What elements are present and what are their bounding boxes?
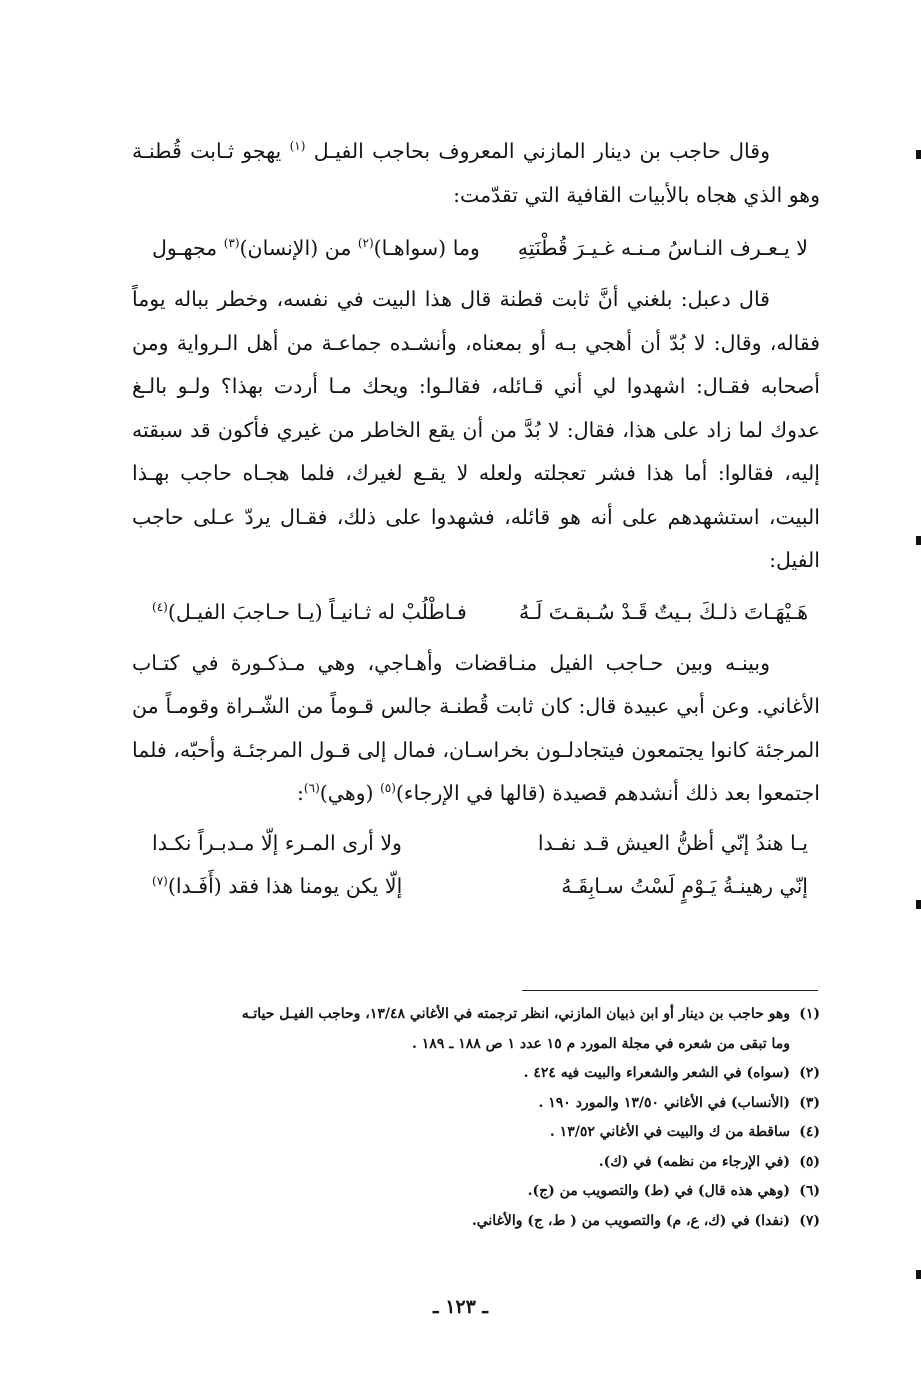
verse-1-hemistich-1: لا يـعـرف النـاسُ مـنـه غـيـرَ قُطْنَتِهِ <box>517 236 808 260</box>
verse-3-line-1-hemistich-1: يـا هندُ إنّي أظنُّ العيش قـد نفـدا <box>537 830 808 855</box>
intro-text-1: وقال حاجب بن دينار المازني المعروف بحاجب الفيـل <box>313 139 770 163</box>
verse-3-line-2-hemistich-1: إنّي رهينـةُ يَـوْمٍ لَسْتُ سـابِقَـهُ <box>561 873 808 898</box>
footnote-3: (٣)(الأنساب) في الأغاني ١٣/٥٠ والمورد ١٩٠ . <box>538 1094 820 1111</box>
page-number: ـ ١٢٣ ـ <box>433 1296 488 1318</box>
verse-3-line-2 <box>132 865 820 908</box>
footnote-ref-6[interactable]: (٦) <box>303 781 320 796</box>
footnote-ref-2[interactable]: (٢) <box>357 236 374 251</box>
verse-3-line-2-hemistich-2: إلّا يكن يومنا هذا فقد (أَفَـدا)$^{(٧)}$ <box>152 873 403 898</box>
footnote-ref-7[interactable]: (٧) <box>152 873 168 888</box>
murjia-text-1: وبينـه وبين حـاجب الفيل منـاقضات وأهـاجي، وهي مـذكـورة في كتـاب الأغاني. وعن أبي عبيدة قال: كان ثابت قُطنـة جالس قـوماً من الشّـراة وقومـاً من المرجئة كانوا يجتمعون فيتجادلـون بخراسـان، فمال إلى قـول المرجئـة وأحبّه، فلما اجتمعوا بعد ذلك أنشدهم قصيدة (قالها في الإرجاء) <box>132 650 820 805</box>
verse-2-hemistich-2: فـاطْلُبْ له ثـانيـاً (يـا حـاجبَ الفيـل)$^{(٤)}$ <box>152 599 467 624</box>
intro-paragraph <box>132 130 820 217</box>
footnote-ref-3[interactable]: (٣) <box>223 236 240 251</box>
verse-3 <box>132 822 820 908</box>
murjia-text-2: (وهي) <box>319 781 374 805</box>
edge-mark <box>916 536 921 545</box>
edge-mark <box>916 150 921 159</box>
verse-3-line-1 <box>132 822 820 865</box>
edge-mark <box>916 900 921 909</box>
verse-1-hemistich-2: وما (سواهـا)$^{(٢)}$ من (الإنسان)$^{(٣)}$ مجهـول <box>152 236 480 260</box>
footnote-divider <box>522 990 818 991</box>
murjia-colon: : <box>297 781 304 805</box>
footnote-ref-5[interactable]: (٥) <box>380 781 396 796</box>
footnotes <box>120 1000 820 1236</box>
footnote-1-continued: وما تبقى من شعره في مجلة المورد م ١٥ عدد ١ ص ١٨٨ ـ ١٨٩ . <box>412 1035 790 1052</box>
footnote-6: (٦)(وهي هذه قال) في (ط) والتصويب من (ج). <box>527 1183 820 1199</box>
footnote-1: (١)وهو حاجب بن دينار أو ابن ذبيان المازني، انظر ترجمته في الأغاني ١٣/٤٨، وحاجب الفيـل حياتـه <box>241 1006 820 1022</box>
verse-1 <box>132 227 820 270</box>
footnote-5: (٥)(في الإرجاء من نظمه) في (ك). <box>598 1153 820 1170</box>
edge-mark <box>916 1270 921 1279</box>
verse-3-line-1-hemistich-2: ولا أرى المـرء إلّا مـدبـراً نكـدا <box>152 830 402 855</box>
footnote-ref-4[interactable]: (٤) <box>152 599 168 614</box>
footnote-4: (٤)ساقطة من ك والبيت في الأغاني ١٣/٥٢ . <box>549 1124 820 1140</box>
verse-2 <box>132 591 820 634</box>
intro-text-2: يهجو ثـابت قُطنـة وهو الذي هجاه بالأبيات القافية التي تقدّمت: <box>132 139 820 207</box>
dibil-paragraph: قال دعبل: بلغني أنَّ ثابت قطنة قال هذا البيت في نفسه، وخطر بباله يوماً فقاله، وقال: لا بُدّ أن أهجي بـه أو بمعناه، وأنشـده جماعـة من أهل الـرواية ومن أصحابه فقـال: اشهدوا لي أني قـائله، فقالـوا: ويحك مـا أردت بهذا؟ ولـو بالـغ عدوك لما زاد على هذا، فقال: لا بُدَّ من أن يقع الخاطر من غيري فأكون قد سبقته إليه، فقالوا: أما هذا فشر تعجلته ولعله لا يقـع لغيرك، فلما هجـاه حاجب بهـذا البيت، استشهدهم على أنه هو قائله، فشهدوا على ذلك، فقـال يردّ عـلى حاجب الفيل: <box>132 287 820 572</box>
page-body <box>132 130 820 916</box>
footnote-2: (٢)(سواه) في الشعر والشعراء والبيت فيه ٤٢٤ . <box>523 1065 820 1081</box>
footnote-7: (٧)(نفدا) في (ك، ع، م) والتصويب من ( ط، ج) والأغاني. <box>471 1212 820 1229</box>
verse-2-hemistich-1: هَـيْهَـاتَ ذلـكَ بـيتٌ قَـدْ سُـبقـتَ لَـهُ <box>519 599 808 624</box>
murjia-paragraph <box>132 642 820 816</box>
footnote-ref-1[interactable]: (١) <box>289 139 306 154</box>
